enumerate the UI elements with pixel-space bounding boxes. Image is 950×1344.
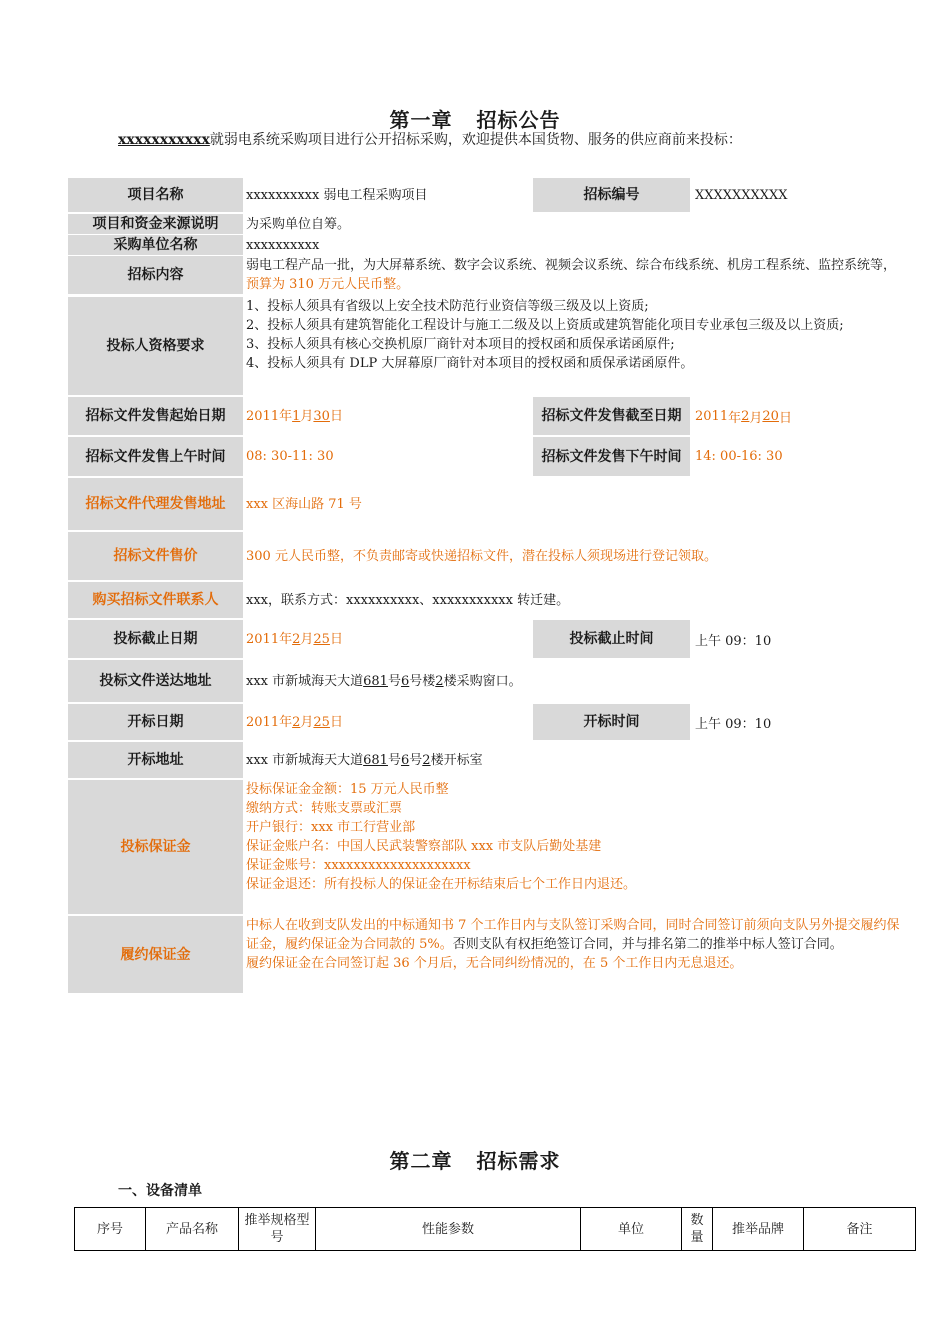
value-opening-date: 2011 年 2 月 25 日	[246, 714, 343, 730]
row-issue-time	[68, 437, 783, 476]
label-opening-date: 开标日期	[68, 704, 243, 740]
label-contact: 购买招标文件联系人	[68, 582, 243, 618]
value-issue-start: 2011 年 1 月 30 日	[246, 408, 343, 424]
col-spec: 推举规格型号	[239, 1208, 316, 1251]
row-qualification	[68, 297, 844, 395]
row-issue-date	[68, 397, 792, 435]
col-brand: 推举品牌	[713, 1208, 804, 1251]
value-project-name: xxxxxxxxxx 弱电工程采购项目	[246, 187, 428, 203]
value-opening-time: 上午 09：10	[695, 716, 772, 732]
value-qualification: 1、投标人须具有省级以上安全技术防范行业资信等级三级及以上资质; 2、投标人须具有建筑智能化工程设计与施工二级及以上资质或建筑智能化项目专业承包三级及以上资质; 3、投标人须具有核心交换机原厂商针对本项目的授权函和质保承诺函原件; 4、投标人须具有 DLP 大屏幕原厂商针对本项目的授权函和质保承诺函原件。	[246, 299, 844, 371]
table-header-row	[75, 1208, 916, 1251]
label-issue-end: 招标文件发售截至日期	[533, 397, 690, 435]
row-contact	[68, 582, 692, 618]
intro-text: 就弱电系统采购项目进行公开招标采购，欢迎提供本国货物、服务的供应商前来投标：	[209, 132, 742, 148]
intro-owner: xxxxxxxxxxx	[118, 132, 210, 148]
row-performance-bond	[68, 916, 900, 993]
label-issue-start: 招标文件发售起始日期	[68, 397, 243, 435]
label-deadline-time: 投标截止时间	[533, 620, 690, 658]
label-opening-address: 开标地址	[68, 742, 243, 778]
col-params: 性能参数	[316, 1208, 581, 1251]
value-issue-morning: 08: 30-11: 30	[246, 449, 334, 464]
label-agent-address: 招标文件代理发售地址	[68, 478, 243, 530]
label-performance-bond: 履约保证金	[68, 916, 243, 993]
chapter1-title: 第一章 招标公告	[389, 108, 561, 132]
col-unit: 单位	[581, 1208, 682, 1251]
value-contact: xxx，联系方式：xxxxxxxxxx、xxxxxxxxxxx 转迁建。	[246, 592, 570, 608]
value-agent-address: xxx 区海山路 71 号	[246, 496, 362, 512]
value-bid-bond: 投标保证金金额：15 万元人民币整 缴纳方式：转账支票或汇票 开户银行：xxx 市工行营业部 保证金账户名：中国人民武装警察部队 xxx 市支队后勤处基建 保证金账号：xxxxxxxxxxxxxxxxxxxx 保证金退还：所有投标人的保证金在开标结束后七个工作日内退还。	[246, 782, 637, 892]
label-opening-time: 开标时间	[533, 704, 690, 740]
row-opening	[68, 704, 772, 740]
row-delivery	[68, 660, 692, 702]
row-agent-address	[68, 478, 692, 530]
value-deadline-time: 上午 09：10	[695, 633, 772, 649]
value-opening-address: xxx 市新城海天大道 681 号 6 号 2 楼开标室	[246, 752, 483, 768]
label-qualification: 投标人资格要求	[68, 297, 243, 395]
section-equipment-list: 一、设备清单	[118, 1183, 202, 1199]
value-purchaser: xxxxxxxxxx	[246, 237, 320, 253]
chapter2-title: 第二章 招标需求	[389, 1149, 561, 1173]
label-project-name: 项目名称	[68, 178, 243, 212]
label-deadline-date: 投标截止日期	[68, 620, 243, 658]
value-performance-bond: 中标人在收到支队发出的中标通知书 7 个工作日内与支队签订采购合同，同时合同签订前须向支队另外提交履约保证金，履约保证金为合同款的 5%。否则支队有权拒绝签订合同，并与排名第二的推举中标人签订合同。 履约保证金在合同签订起 36 个月后，无合同纠纷情况的，在 5 个工作日内无息退还。	[246, 918, 900, 971]
value-issue-afternoon: 14: 00-16: 30	[695, 449, 783, 464]
label-bid-bond: 投标保证金	[68, 780, 243, 914]
row-project-name	[68, 178, 788, 212]
label-purchaser: 采购单位名称	[68, 235, 243, 255]
row-price	[68, 532, 717, 580]
row-fund-source	[68, 214, 692, 234]
value-delivery: xxx 市新城海天大道 681 号 6 号楼 2 楼采购窗口。	[246, 673, 522, 689]
intro-paragraph	[118, 131, 858, 150]
label-fund-source: 项目和资金来源说明	[68, 214, 243, 234]
col-qty: 数量	[682, 1208, 713, 1251]
label-price: 招标文件售价	[68, 532, 243, 580]
row-opening-address	[68, 742, 692, 778]
value-issue-end: 2011 年 2 月 20 日	[695, 408, 792, 426]
col-seq: 序号	[75, 1208, 146, 1251]
equipment-table	[74, 1207, 916, 1251]
value-content: 弱电工程产品一批，为大屏幕系统、数字会议系统、视频会议系统、综合布线系统、机房工程系统、监控系统等，预算为 310 万元人民币整。	[246, 258, 897, 292]
row-purchaser	[68, 235, 692, 255]
label-bid-number: 招标编号	[533, 178, 690, 212]
label-issue-afternoon: 招标文件发售下午时间	[533, 437, 690, 476]
row-content	[68, 256, 897, 294]
col-product: 产品名称	[146, 1208, 239, 1251]
value-deadline-date: 2011 年 2 月 25 日	[246, 631, 343, 647]
col-remark: 备注	[804, 1208, 916, 1251]
label-content: 招标内容	[68, 256, 243, 294]
label-delivery: 投标文件送达地址	[68, 660, 243, 702]
value-bid-number: XXXXXXXXXX	[695, 187, 788, 203]
value-fund-source: 为采购单位自筹。	[246, 216, 351, 232]
row-bid-bond	[68, 780, 692, 914]
value-price: 300 元人民币整，不负责邮寄或快递招标文件，潜在投标人须现场进行登记领取。	[246, 548, 717, 564]
row-deadline	[68, 620, 772, 658]
label-issue-morning: 招标文件发售上午时间	[68, 437, 243, 476]
